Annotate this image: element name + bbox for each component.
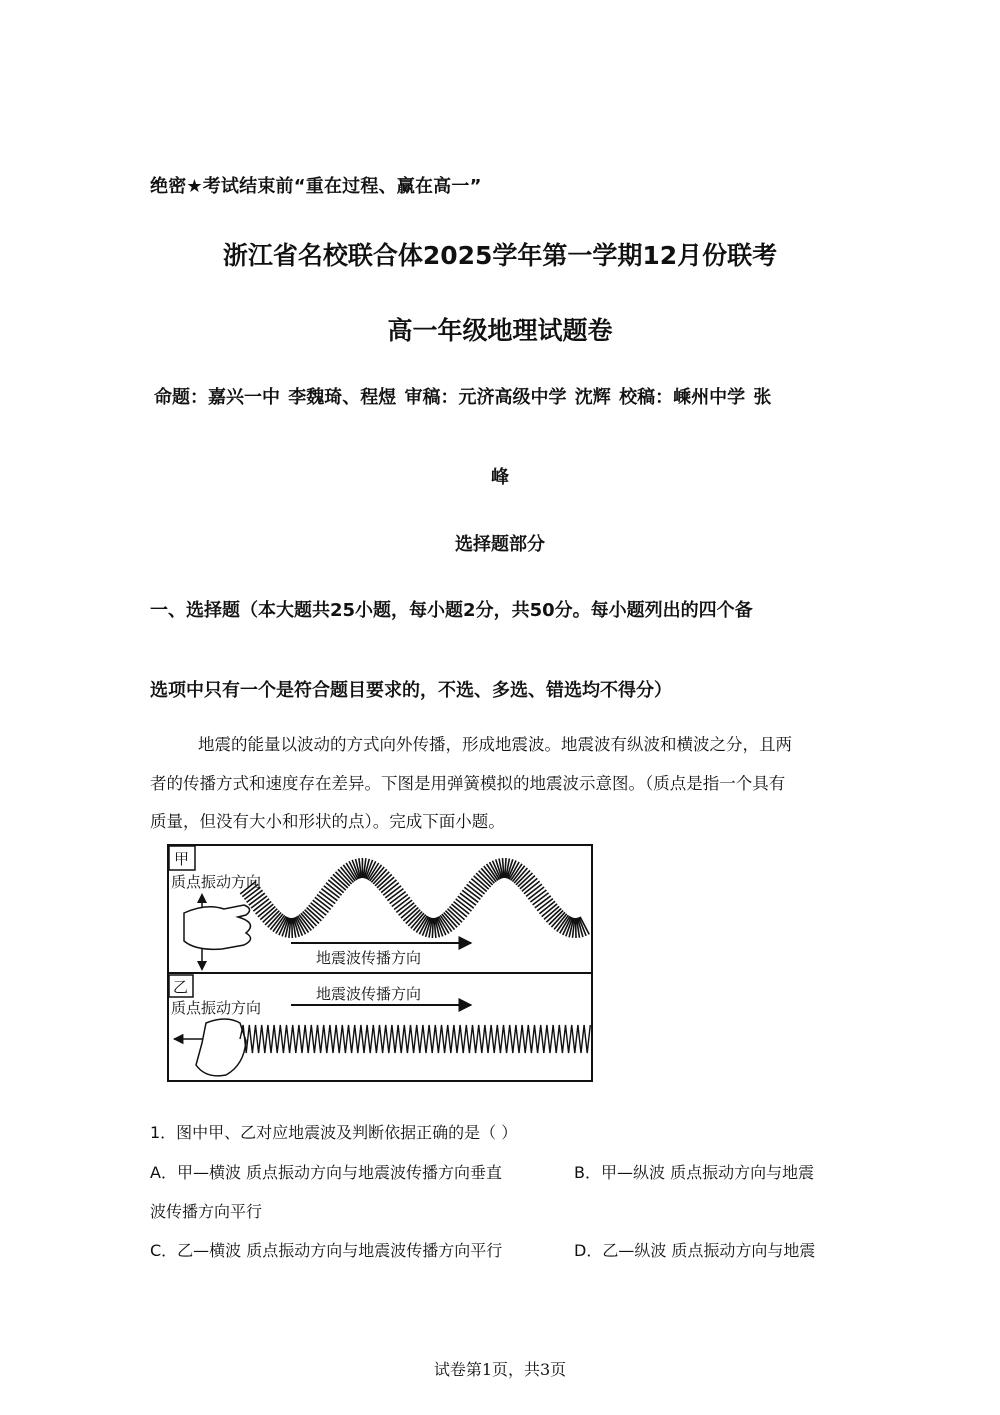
panel-a-propagation-label: 地震波传播方向 (316, 949, 422, 967)
question-section-header: 一、选择题（本大题共25小题，每小题2分，共50分。每小题列出的四个备 (150, 600, 753, 621)
authors-line-continued: 峰 (491, 467, 509, 488)
panel-b-tag: 乙 (173, 978, 189, 996)
passage-line-2: 者的传播方式和速度存在差异。下图是用弹簧模拟的地震波示意图。（质点是指一个具有 (150, 774, 786, 793)
panel-a-hand (184, 905, 251, 949)
question-1-stem: 1．图中甲、乙对应地震波及判断依据正确的是（ ） (150, 1123, 518, 1142)
question-section-header-continued: 选项中只有一个是符合题目要求的，不选、多选、错选均不得分） (150, 680, 672, 701)
panel-b-propagation-label: 地震波传播方向 (316, 985, 422, 1003)
exam-subtitle: 高一年级地理试题卷 (387, 316, 613, 345)
section-title: 选择题部分 (455, 534, 545, 555)
question-1-option-a[interactable]: A．甲—横波 质点振动方向与地震波传播方向垂直 (150, 1163, 503, 1182)
spring-wave-figure (166, 843, 594, 1083)
confidential-label: 绝密★考试结束前“重在过程、赢在高一” (150, 176, 482, 197)
exam-title: 浙江省名校联合体2025学年第一学期12月份联考 (222, 241, 778, 270)
panel-a-tag: 甲 (174, 850, 190, 868)
authors-line: 命题：嘉兴一中 李魏琦、程煜 审稿：元济高级中学 沈辉 校稿：嵊州中学 张 (154, 387, 772, 408)
question-1-option-c[interactable]: C．乙—横波 质点振动方向与地震波传播方向平行 (150, 1241, 503, 1260)
panel-b-vibration-label: 质点振动方向 (171, 999, 262, 1017)
question-1-option-d[interactable]: D．乙—纵波 质点振动方向与地震 (574, 1241, 816, 1260)
panel-a-vibration-label: 质点振动方向 (171, 873, 262, 891)
question-1-option-b[interactable]: B．甲—纵波 质点振动方向与地震 (574, 1163, 815, 1182)
page-footer: 试卷第1页，共3页 (433, 1360, 567, 1379)
passage-line-3: 质量，但没有大小和形状的点）。完成下面小题。 (150, 812, 505, 831)
passage-line-1: 地震的能量以波动的方式向外传播，形成地震波。地震波有纵波和横波之分，且两 (198, 735, 792, 754)
question-1-option-b-continued: 波传播方向平行 (150, 1202, 263, 1221)
